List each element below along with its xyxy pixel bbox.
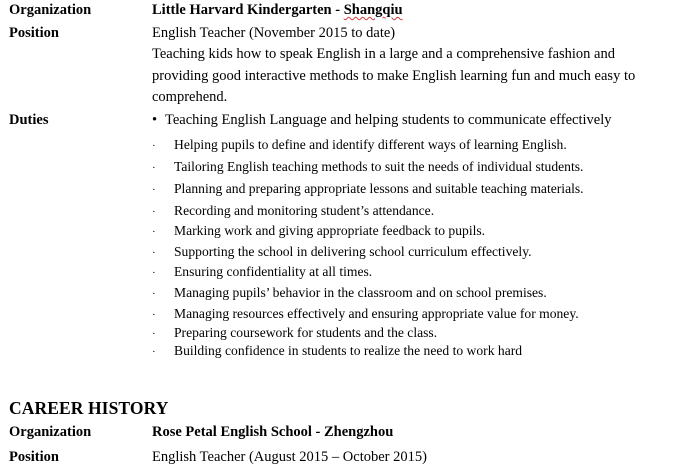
- history-position-value: English Teacher (August 2015 – October 2015): [152, 449, 427, 465]
- bullet-icon: ·: [152, 346, 156, 358]
- duty-text: Recording and monitoring student’s attendance.: [174, 203, 435, 218]
- duty-item: [152, 343, 522, 359]
- job-description: [152, 44, 689, 109]
- bullet-icon: ·: [152, 247, 156, 259]
- duty-text: Preparing coursework for students and the class.: [174, 325, 438, 340]
- organization-name: [152, 2, 403, 19]
- duty-text: Supporting the school in delivering school curriculum effectively.: [174, 244, 532, 259]
- description-line: Teaching kids how to speak English in a large and a comprehensive fashion and: [152, 46, 615, 62]
- duty-item: [152, 112, 611, 129]
- duty-text: Managing pupils’ behavior in the classroom and on school premises.: [174, 285, 547, 300]
- section-heading-career-history: CAREER HISTORY: [9, 398, 169, 418]
- duty-item: [152, 306, 579, 322]
- description-line: comprehend.: [152, 89, 228, 106]
- bullet-icon: ·: [152, 288, 156, 300]
- bullet-icon: ·: [152, 206, 156, 218]
- bullet-icon: ·: [152, 309, 156, 321]
- bullet-icon: •: [152, 112, 158, 128]
- duty-item: [152, 325, 437, 341]
- duty-item: [152, 244, 532, 260]
- duty-item: [152, 203, 434, 219]
- duty-item: [152, 137, 567, 153]
- duty-item: [152, 285, 547, 301]
- duties-label: Duties: [9, 112, 49, 128]
- position-label: Position: [9, 25, 59, 41]
- duty-item: [152, 181, 584, 197]
- organization-name-prefix: Little Harvard Kindergarten -: [152, 2, 344, 18]
- organization-city: Shangqiu: [343, 2, 403, 18]
- duty-item: [152, 159, 583, 175]
- duty-text: Building confidence in students to realize the need to work hard: [174, 343, 523, 358]
- bullet-icon: ·: [152, 226, 156, 238]
- history-organization-name: Rose Petal English School - Zhengzhou: [152, 424, 394, 440]
- duty-item: [152, 223, 485, 239]
- duty-text: Managing resources effectively and ensuring appropriate value for money.: [174, 306, 579, 321]
- description-line: providing good interactive methods to make English learning fun and much easy to: [152, 67, 636, 84]
- bullet-icon: ·: [152, 140, 156, 152]
- duty-text: Teaching English Language and helping students to communicate effectively: [165, 112, 612, 128]
- duty-text: Tailoring English teaching methods to suit the needs of individual students.: [174, 159, 584, 174]
- bullet-icon: ·: [152, 267, 156, 279]
- duty-text: Marking work and giving appropriate feedback to pupils.: [174, 223, 486, 238]
- bullet-icon: ·: [152, 184, 156, 196]
- bullet-icon: ·: [152, 328, 156, 340]
- bullet-icon: ·: [152, 162, 156, 174]
- history-organization-label: Organization: [9, 424, 92, 440]
- history-position-label: Position: [9, 449, 59, 465]
- duty-item: [152, 264, 372, 280]
- duty-text: Ensuring confidentiality at all times.: [174, 264, 373, 279]
- position-value: English Teacher (November 2015 to date): [152, 25, 396, 41]
- duty-text: Planning and preparing appropriate lessons and suitable teaching materials.: [174, 181, 584, 196]
- duty-text: Helping pupils to define and identify different ways of learning English.: [174, 137, 567, 152]
- organization-label: Organization: [9, 2, 92, 18]
